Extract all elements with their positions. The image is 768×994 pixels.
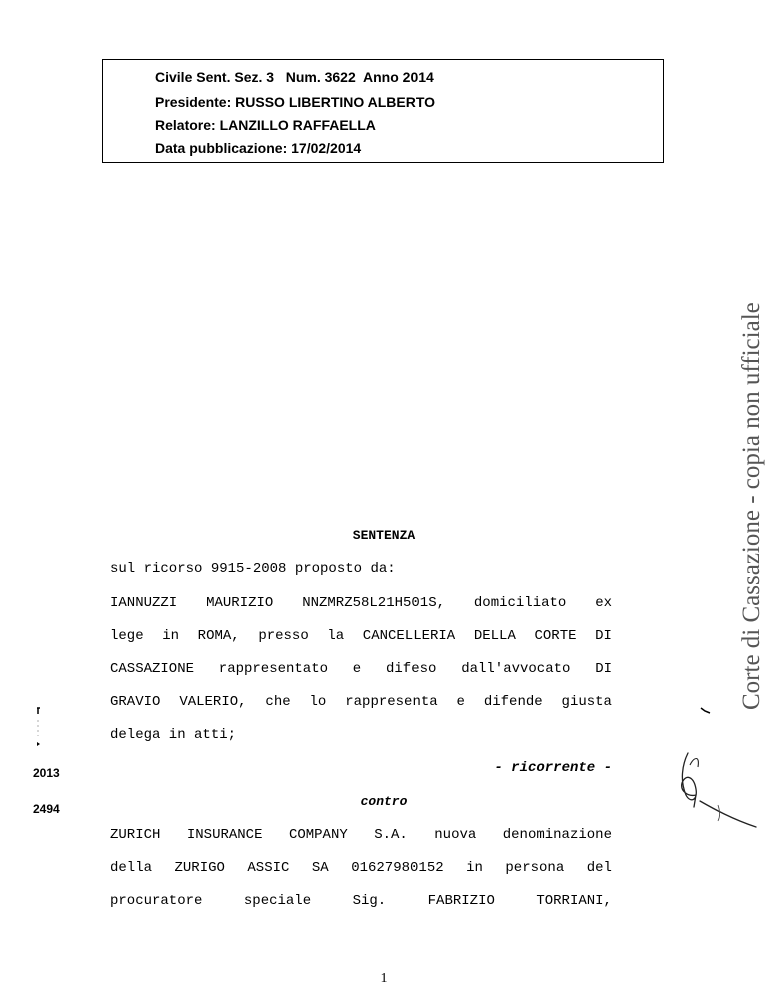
word: S.A. — [374, 827, 408, 843]
word: 01627980152 — [351, 860, 444, 876]
margin-tick-mark — [700, 705, 712, 715]
word: la — [327, 628, 345, 644]
word: rappresentato — [218, 661, 329, 677]
party-role-label: - ricorrente - — [494, 760, 612, 776]
word: in — [162, 628, 180, 644]
word: speciale — [243, 893, 312, 909]
word: procuratore — [110, 893, 203, 909]
word: della — [110, 860, 153, 876]
contro-label: contro — [360, 794, 408, 809]
body-line — [110, 827, 612, 843]
word: difeso — [385, 661, 437, 677]
margin-bracket-mark — [34, 706, 44, 750]
word: CORTE — [534, 628, 577, 644]
word: persona — [505, 860, 565, 876]
word: difende — [483, 694, 543, 710]
word: ZURIGO — [174, 860, 225, 876]
word: lege — [110, 628, 144, 644]
handwritten-signature — [660, 745, 760, 835]
header-line-president: Presidente: RUSSO LIBERTINO ALBERTO — [155, 94, 436, 110]
word: del — [586, 860, 612, 876]
header-line-sentence: Civile Sent. Sez. 3 Num. 3622 Anno 2014 — [155, 69, 434, 85]
word: TORRIANI, — [536, 893, 612, 909]
word: ex — [595, 595, 612, 611]
word: lo — [309, 694, 327, 710]
word: Sig. — [352, 893, 387, 909]
word: IANNUZZI — [110, 595, 178, 611]
word: GRAVIO — [110, 694, 161, 710]
word: in — [466, 860, 483, 876]
header-line-publication-date: Data pubblicazione: 17/02/2014 — [155, 140, 362, 156]
document-title: SENTENZA — [352, 528, 416, 543]
word: ROMA, — [197, 628, 240, 644]
word: MAURIZIO — [206, 595, 274, 611]
body-line — [110, 860, 612, 876]
word: rappresenta — [345, 694, 438, 710]
word: CASSAZIONE — [110, 661, 195, 677]
header-line-rapporteur: Relatore: LANZILLO RAFFAELLA — [155, 117, 376, 133]
word: SA — [311, 860, 329, 876]
word: ASSIC — [247, 860, 290, 876]
word: COMPANY — [288, 827, 348, 843]
margin-number: 2494 — [33, 802, 60, 816]
body-line — [110, 628, 612, 644]
word: VALERIO, — [179, 694, 247, 710]
word: NNZMRZ58L21H501S, — [302, 595, 446, 611]
body-intro-line: sul ricorso 9915-2008 proposto da: — [110, 561, 396, 577]
word: FABRIZIO — [427, 893, 495, 909]
header-box — [102, 59, 664, 163]
word: ZURICH — [110, 827, 161, 843]
word: che — [265, 694, 291, 710]
word: DELLA — [473, 628, 516, 644]
word: DI — [595, 661, 612, 677]
word: e — [352, 661, 362, 677]
word: giusta — [561, 694, 612, 710]
word: CANCELLERIA — [362, 628, 456, 644]
page-number: 1 — [380, 971, 388, 986]
word: DI — [595, 628, 612, 644]
body-line-end: delega in atti; — [110, 727, 237, 743]
body-line — [110, 661, 612, 677]
body-line — [110, 893, 612, 909]
word: nuova — [434, 827, 477, 843]
word: domiciliato — [473, 595, 567, 611]
watermark: Corte di Cassazione - copia non ufficiale — [738, 302, 765, 710]
word: presso — [258, 628, 309, 644]
word: INSURANCE — [186, 827, 263, 843]
body-line — [110, 595, 612, 611]
word: dall'avvocato — [461, 661, 571, 677]
word: denominazione — [502, 827, 612, 843]
body-line — [110, 694, 612, 710]
margin-year: 2013 — [33, 766, 60, 780]
word: e — [456, 694, 465, 710]
